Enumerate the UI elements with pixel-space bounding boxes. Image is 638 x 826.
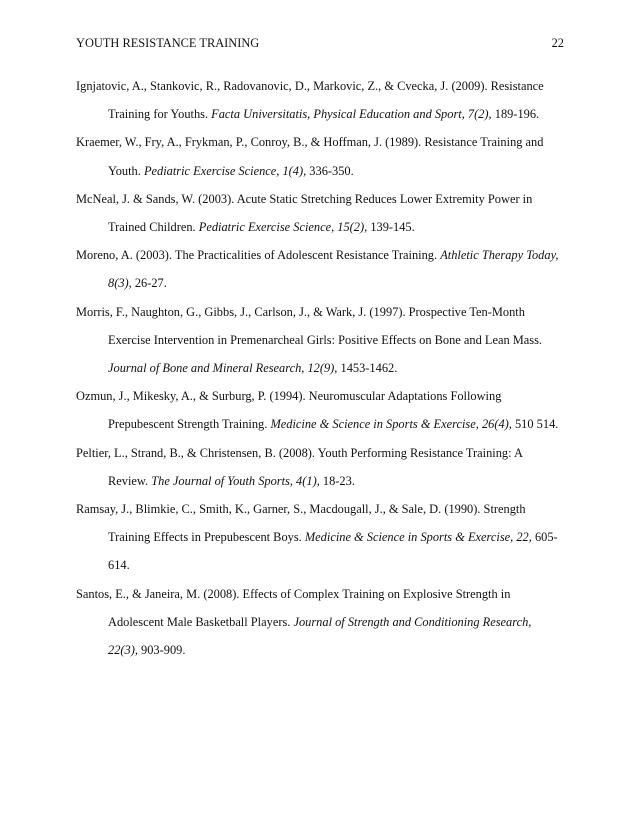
- running-head-title: YOUTH RESISTANCE TRAINING: [76, 36, 260, 50]
- reference-entry: [76, 185, 562, 241]
- reference-entry: [76, 128, 562, 184]
- reference-authors-title: Peltier, L., Strand, B., & Christensen, B. (2008). Youth Performing Resistance Training: A Review.: [76, 445, 523, 488]
- reference-authors-title: Moreno, A. (2003). The Practicalities of Adolescent Resistance Training.: [76, 248, 441, 263]
- reference-pages: 336-350.: [306, 163, 354, 178]
- reference-entry: [76, 439, 562, 495]
- reference-source: Medicine & Science in Sports & Exercise, 22,: [304, 530, 532, 545]
- reference-authors-title: Santos, E., & Janeira, M. (2008). Effects of Complex Training on Explosive Strength in Adolescent Male Basketball Players.: [76, 586, 511, 629]
- reference-pages: 510 514.: [511, 417, 559, 432]
- reference-source: Athletic Therapy Today, 8(3),: [108, 248, 559, 291]
- reference-source: Journal of Strength and Conditioning Research, 22(3),: [108, 614, 532, 658]
- reference-authors-title: Ozmun, J., Mikesky, A., & Surburg, P. (1994). Neuromuscular Adaptations Following Prepubescent Strength Training.: [76, 389, 502, 432]
- reference-pages: 18-23.: [319, 473, 355, 488]
- reference-authors-title: Kraemer, W., Fry, A., Frykman, P., Conroy, B., & Hoffman, J. (1989). Resistance Training and Youth.: [76, 135, 544, 178]
- reference-entry: [76, 72, 562, 128]
- reference-pages: 903-909.: [137, 643, 186, 658]
- reference-pages: 139-145.: [367, 220, 415, 235]
- reference-source: Pediatric Exercise Science, 15(2),: [198, 220, 368, 235]
- reference-source: Journal of Bone and Mineral Research, 12(9),: [108, 361, 338, 376]
- reference-authors-title: Ramsay, J., Blimkie, C., Smith, K., Garner, S., Macdougall, J., & Sale, D. (1990). Strength Training Effects in Prepubescent Boys.: [76, 502, 526, 545]
- reference-pages: 605-614.: [108, 530, 558, 573]
- reference-source: The Journal of Youth Sports, 4(1),: [151, 473, 320, 488]
- reference-authors-title: Morris, F., Naughton, G., Gibbs, J., Carlson, J., & Wark, J. (1997). Prospective Ten-Month Exercise Intervention in Premenarcheal Girls: Positive Effects on Bone and Lean Mass.: [76, 304, 543, 347]
- running-head: [76, 36, 564, 51]
- reference-source: Medicine & Science in Sports & Exercise, 26(4),: [270, 417, 512, 432]
- reference-entry: [76, 241, 562, 297]
- reference-pages: 26-27.: [131, 276, 167, 291]
- reference-source: Facta Universitatis, Physical Education and Sport, 7(2),: [211, 107, 492, 122]
- reference-entry: [76, 298, 562, 383]
- reference-pages: 189-196.: [491, 107, 540, 122]
- reference-entry: [76, 495, 562, 580]
- reference-entry: [76, 580, 562, 665]
- reference-pages: 1453-1462.: [337, 361, 398, 376]
- reference-entry: [76, 382, 562, 438]
- reference-authors-title: Ignjatovic, A., Stankovic, R., Radovanovic, D., Markovic, Z., & Cvecka, J. (2009). Resistance Training for Youths.: [76, 79, 544, 122]
- reference-source: Pediatric Exercise Science, 1(4),: [143, 163, 307, 178]
- reference-list: [76, 72, 562, 664]
- reference-authors-title: McNeal, J. & Sands, W. (2003). Acute Static Stretching Reduces Lower Extremity Power in Trained Children.: [76, 191, 533, 235]
- page-number: 22: [551, 36, 564, 50]
